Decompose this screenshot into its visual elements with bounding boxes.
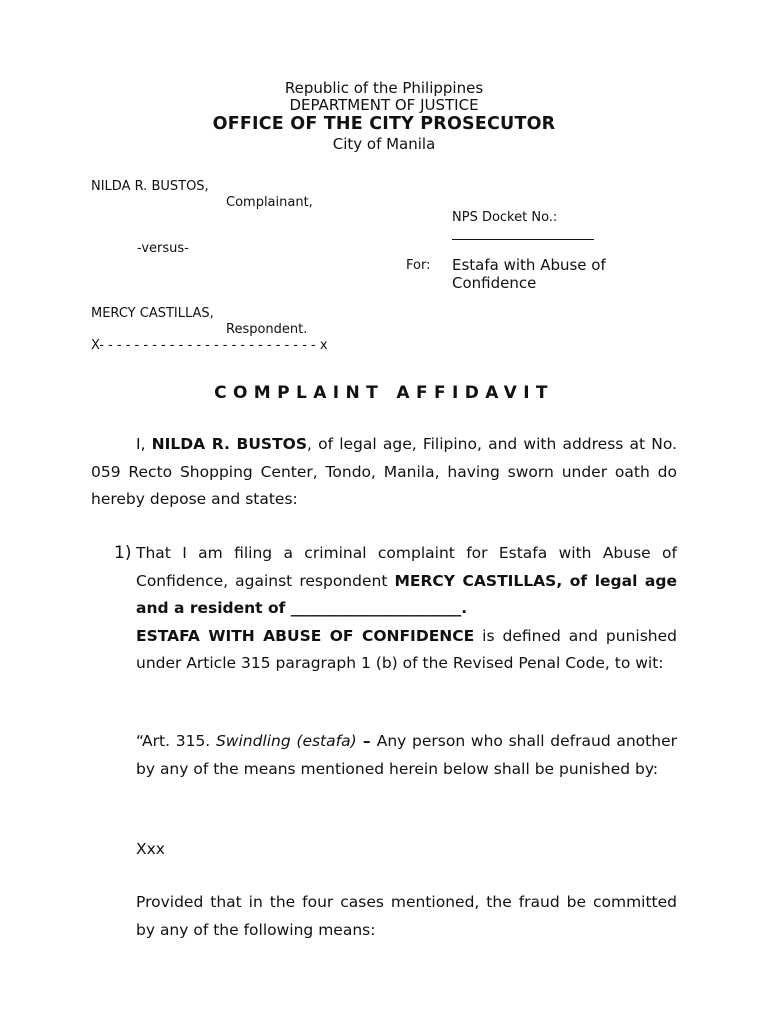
complainant-name: NILDA R. BUSTOS, (91, 179, 209, 194)
caption-separator: X- - - - - - - - - - - - - - - - - - - - - - - - - x (91, 338, 328, 353)
quote-italic-term: Swindling (estafa) (215, 732, 357, 750)
item-1-number: 1) (114, 543, 132, 563)
respondent-name: MERCY CASTILLAS, (91, 306, 214, 321)
quote-paragraph (136, 728, 677, 783)
header-city: City of Manila (332, 135, 436, 153)
offense-line-1: Estafa with Abuse of (452, 256, 606, 274)
header-office: OFFICE OF THE CITY PROSECUTOR (212, 114, 556, 134)
quote-open: “Art. 315. (136, 732, 216, 750)
quote-rest: Any person who shall defraud another by any of the means mentioned herein below shall be punished by: (136, 732, 677, 778)
quote-dash: – (356, 732, 377, 750)
complainant-name-inline: NILDA R. BUSTOS (151, 435, 308, 453)
header-department: DEPARTMENT OF JUSTICE (289, 96, 479, 114)
item-1-text-1: That I am filing a criminal complaint for Estafa with Abuse of Confidence, against respondent (136, 544, 677, 590)
item-1-text-2: is defined and punished under Article 315 paragraph 1 (b) of the Revised Penal Code, to wit: (136, 626, 677, 672)
versus-label: -versus- (137, 241, 189, 256)
intro-paragraph (91, 431, 677, 514)
intro-prefix: I, (136, 435, 152, 453)
offense-inline: ESTAFA WITH ABUSE OF CONFIDENCE (136, 626, 475, 645)
item-1-paragraph (136, 540, 677, 678)
provided-paragraph: Provided that in the four cases mentioned, the fraud be committed by any of the following means: (136, 893, 677, 939)
document-title: COMPLAINT AFFIDAVIT (214, 383, 554, 403)
complainant-role: Complainant, (226, 195, 313, 210)
for-label: For: (406, 258, 431, 273)
header-republic: Republic of the Philippines (284, 79, 484, 97)
omission-marker: Xxx (136, 840, 165, 858)
respondent-role: Respondent. (226, 322, 308, 337)
docket-number-blank (452, 239, 594, 240)
intro-rest: , of legal age, Filipino, and with address at No. 059 Recto Shopping Center, Tondo, Manila, having sworn under oath do hereby depose and states: (91, 435, 677, 508)
docket-label: NPS Docket No.: (452, 210, 558, 225)
offense-line-2: Confidence (452, 274, 537, 292)
respondent-inline: MERCY CASTILLAS, of legal age and a resident of ______________________. (136, 571, 677, 617)
